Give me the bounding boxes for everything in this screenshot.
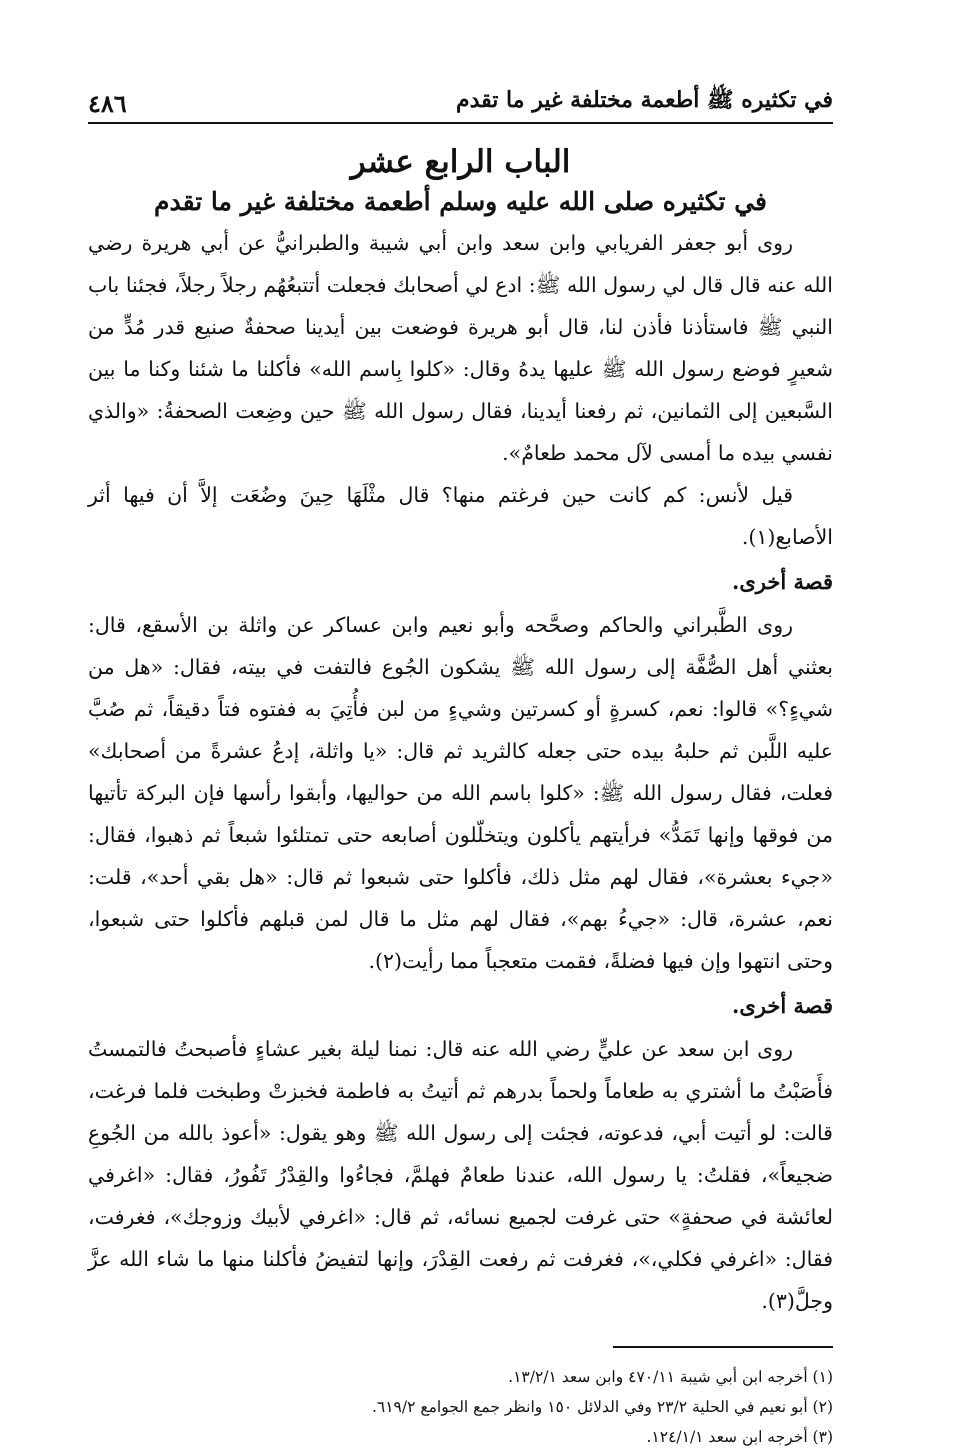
section-heading-1: قصة أخرى. [732,569,833,594]
body-text [88,222,833,1322]
chapter-title: الباب الرابع عشر [350,144,571,180]
section-1-paragraph: روى الطَّبراني والحاكم وصحَّحه وأبو نعيم وابن عساكر عن واثلة بن الأسقع، قال: بعثني أهل الصُّفَّة إلى رسول الله ﷺ يشكون الجُوع فالتفت في بيته، فقال: «هل من شيءٍ؟» قالوا: نعم، كسرةٍ أو كسرتين وشيءٍ من لبن فأُتِيَ به ففتوه فتاً دقيقاً، ثم صُبَّ عليه اللَّبن ثم حلبهُ بيده حتى جعله كالثريد ثم قال: «يا واثلة، إدعُ عشرةً من أصحابك» فعلت، فقال رسول الله ﷺ: «كلوا باسم الله من حواليها، وأبقوا رأسها فإن البركة تأتيها من فوقها وإنها تَمَدُّ» فرأيتهم يأكلون ويتخلّلون أصابعه حتى تمتلئوا شبعاً ثم ذهبوا، فقال: «جيء بعشرة»، فقال لهم مثل ذلك، فأكلوا حتى شبعوا ثم قال: «هل بقي أحد»، قلت: نعم، عشرة، قال: «جيءُ بهم»، فقال لهم مثل ما قال لمن قبلهم فأكلوا حتى شبعوا، وحتى انتهوا وإن فيها فضلةً، فقمت متعجباً مما رأيت(٢). [88,613,833,973]
page-header [88,78,833,124]
paragraph-1: روى أبو جعفر الفريابي وابن سعد وابن أبي شيبة والطبرانيُّ عن أبي هريرة رضي الله عنه قال قال لي رسول الله ﷺ: ادع لي أصحابك فجعلت أتتبعُهُم رجلاً رجلاً، فجئنا باب النبي ﷺ فاستأذنا فأذن لنا، قال أبو هريرة فوضعت بين أيدينا صحفةٌ صنيع قدر مُدٍّ من شعيرٍ فوضع رسول الله ﷺ عليها يدهُ وقال: «كلوا بِاسم الله» فأكلنا ما شئنا وكنا ما بين السَّبعين إلى الثمانين، ثم رفعنا أيدينا، فقال رسول الله ﷺ حين وضِعت الصحفةُ: «والذي نفسي بيده ما أمسى لآل محمد طعامٌ». [88,231,833,465]
footnote-2: (٢) أبو نعيم في الحلية ٢٣/٢ وفي الدلائل ١٥٠ وانظر جمع الجوامع ٦١٩/٢. [371,1398,833,1416]
section-2-paragraph: روى ابن سعد عن عليٍّ رضي الله عنه قال: نمنا ليلة بغير عشاءٍ فأصبحتُ فالتمستُ فأَصَبْتُ ما أشتري به طعاماً ولحماً بدرهم ثم أتيتُ به فاطمة فخبزتْ وطبخت فلما فرغت، قالت: لو أتيت أبي، فدعوته، فجئت إلى رسول الله ﷺ وهو يقول: «أعوذ بالله من الجُوعِ ضجيعاً»، فقلتُ: يا رسول الله، عندنا طعامٌ فهلمَّ، فجاءُوا والقِدْرُ تَفُورُ، فقال: «اغرفي لعائشة في صحفةٍ» حتى غرفت لجميع نسائه، ثم قال: «اغرفي لأبيك وزوجك»، فغرفت، فقال: «اغرفي فكلي،»، فغرفت ثم رفعت القِدْرَ، وإنها لتفيضُ فأكلنا منها ما شاء الله عزَّ وجلَّ(٣). [88,1037,833,1313]
running-head: في تكثيره ﷺ أطعمة مختلفة غير ما تقدم [455,87,833,113]
footnote-1: (١) أخرجه ابن أبي شيبة ٤٧٠/١١ وابن سعد ١٣/٢/١. [508,1368,833,1386]
paragraph-2: قيل لأنس: كم كانت حين فرغتم منها؟ قال مثْلَهَا حِينَ وضُعَت إلاَّ أن فيها أثر الأصابع(١). [88,483,833,549]
book-page [88,78,833,1446]
footnotes [88,1362,833,1452]
section-heading-2: قصة أخرى. [732,993,833,1018]
chapter-subtitle: في تكثيره صلى الله عليه وسلم أطعمة مختلفة غير ما تقدم [153,187,767,216]
page-number: ٤٨٦ [88,89,127,118]
footnote-3: (٣) أخرجه ابن سعد ١٢٤/١/١. [646,1428,833,1446]
footnote-divider [613,1346,833,1348]
